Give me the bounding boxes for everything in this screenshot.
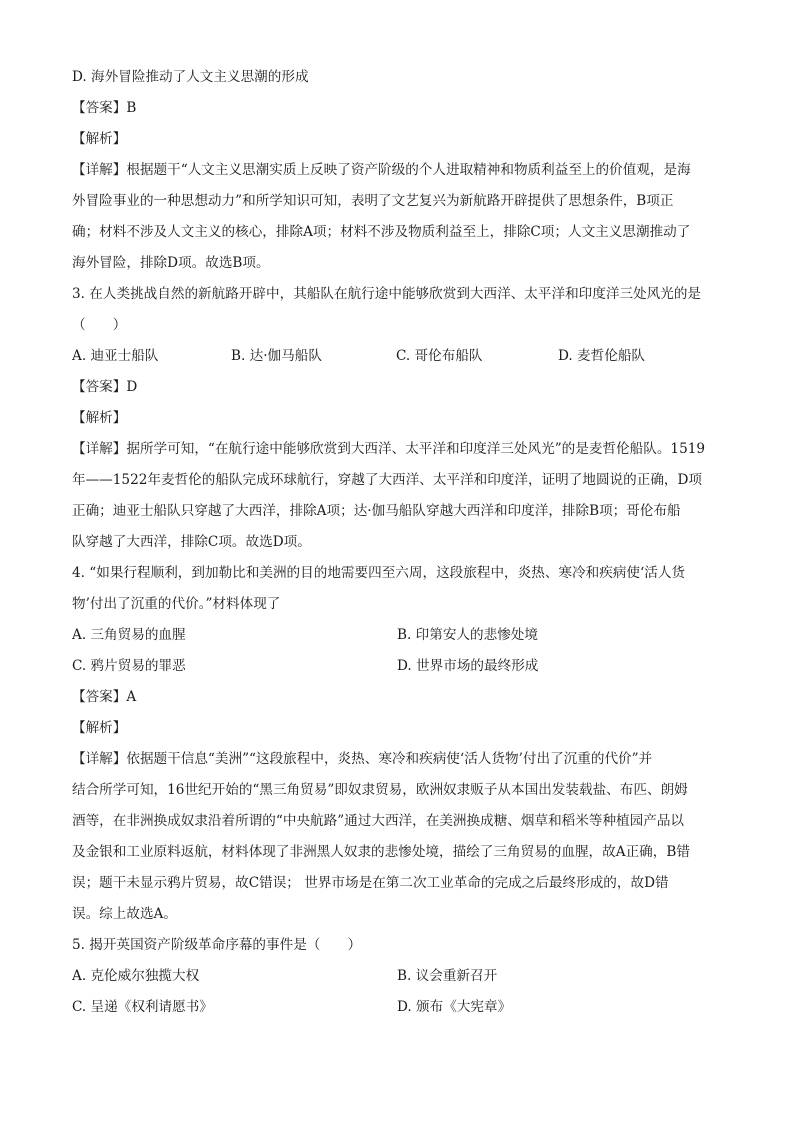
q2-detail-line: 海外冒险，排除D项。故选B项。 xyxy=(72,255,270,271)
document-page xyxy=(72,62,732,1023)
q4-stem-line: 4. “如果行程顺利，到加勒比和美洲的目的地需要四至六周，这段旅程中，炎热、寒冷和疾病使‘活人货 xyxy=(72,565,686,581)
q2-option-d: D. 海外冒险推动了人文主义思潮的形成 xyxy=(72,69,309,85)
q3-detail-line: 队穿越了大西洋，排除C项。故选D项。 xyxy=(72,534,311,550)
q2-analysis-label: 【解析】 xyxy=(72,131,127,147)
q4-detail-line: 误；题干未显示鸦片贸易，故C错误； 世界市场是在第二次工业革命的完成之后最终形成的，故D错 xyxy=(72,875,669,891)
q3-detail-line: 【详解】据所学可知，“在航行途中能够欣赏到大西洋、太平洋和印度洋三处风光”的是麦哲伦船队。1519 xyxy=(72,441,706,457)
q3-stem-line: 3. 在人类挑战自然的新航路开辟中，其船队在航行途中能够欣赏到大西洋、太平洋和印度洋三处风光的是 xyxy=(72,286,702,302)
q4-detail-line: 结合所学可知，16世纪开始的“黑三角贸易”即奴隶贸易，欧洲奴隶贩子从本国出发装载盐、布匹、朗姆 xyxy=(72,782,688,798)
q2-detail xyxy=(72,155,732,279)
q4-analysis-label: 【解析】 xyxy=(72,720,127,736)
q5-option-c: C. 呈递《权利请愿书》 xyxy=(72,999,213,1015)
q3-option-c: C. 哥伦布船队 xyxy=(396,348,483,364)
q5-options-row-1 xyxy=(72,961,732,992)
q4-options-row-1 xyxy=(72,620,732,651)
q5-option-a: A. 克伦威尔独揽大权 xyxy=(72,968,200,984)
q4-stem-line: 物’付出了沉重的代价。”材料体现了 xyxy=(72,596,281,612)
q3-stem-line: （ ） xyxy=(72,317,127,333)
q3-answer: 【答案】D xyxy=(72,379,138,395)
q2-detail-line: 确；材料不涉及人文主义的核心，排除A项；材料不涉及物质利益至上，排除C项；人文主义思潮推动了 xyxy=(72,224,691,240)
q5-option-b: B. 议会重新召开 xyxy=(397,968,498,984)
q5-options-row-2 xyxy=(72,992,732,1023)
q5-stem: 5. 揭开英国资产阶级革命序幕的事件是（ ） xyxy=(72,937,362,953)
q3-option-b: B. 达·伽马船队 xyxy=(231,348,322,364)
q2-detail-line: 【详解】根据题干“人文主义思潮实质上反映了资产阶级的个人进取精神和物质利益至上的价值观，是海 xyxy=(72,162,691,178)
q2-answer: 【答案】B xyxy=(72,100,137,116)
q4-option-b: B. 印第安人的悲惨处境 xyxy=(397,627,538,643)
q4-detail-line: 误。综上故选A。 xyxy=(72,906,177,922)
q4-detail-line: 【详解】依据题干信息“美洲”“这段旅程中，炎热、寒冷和疾病使‘活人货物’付出了沉重的代价”并 xyxy=(72,751,653,767)
q4-detail-line: 及金银和工业原料返航，材料体现了非洲黑人奴隶的悲惨处境，描绘了三角贸易的血腥，故A正确，B错 xyxy=(72,844,690,860)
q3-analysis-label: 【解析】 xyxy=(72,410,127,426)
q4-answer: 【答案】A xyxy=(72,689,137,705)
q4-detail xyxy=(72,744,732,930)
q3-detail xyxy=(72,434,732,558)
q3-detail-line: 年——1522年麦哲伦的船队完成环球航行，穿越了大西洋、太平洋和印度洋，证明了地圆说的正确，D项 xyxy=(72,472,703,488)
q4-detail-line: 酒等，在非洲换成奴隶沿着所谓的“中央航路”通过大西洋，在美洲换成糖、烟草和稻米等种植园产品以 xyxy=(72,813,685,829)
q3-option-d: D. 麦哲伦船队 xyxy=(558,348,646,364)
q4-option-d: D. 世界市场的最终形成 xyxy=(397,658,539,674)
q3-detail-line: 正确；迪亚士船队只穿越了大西洋，排除A项；达·伽马船队穿越大西洋和印度洋，排除B项；哥伦布船 xyxy=(72,503,681,519)
q2-detail-line: 外冒险事业的一种思想动力”和所学知识可知，表明了文艺复兴为新航路开辟提供了思想条件，B项正 xyxy=(72,193,674,209)
q3-option-a: A. 迪亚士船队 xyxy=(72,348,159,364)
q4-options-row-2 xyxy=(72,651,732,682)
q4-option-c: C. 鸦片贸易的罪恶 xyxy=(72,658,186,674)
q4-option-a: A. 三角贸易的血腥 xyxy=(72,627,186,643)
q5-option-d: D. 颁布《大宪章》 xyxy=(397,999,512,1015)
q3-options xyxy=(72,341,732,372)
